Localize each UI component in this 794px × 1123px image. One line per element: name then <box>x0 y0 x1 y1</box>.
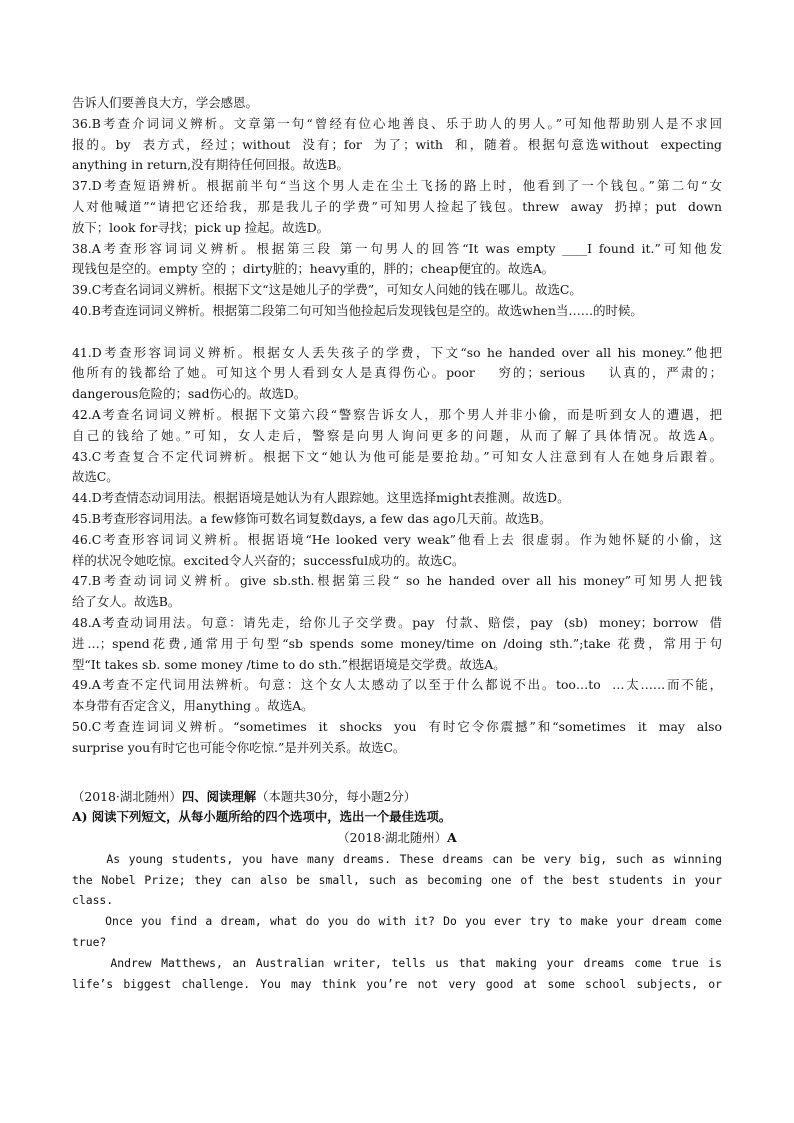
text-line: anything in return,没有期待任何回报。故选B。 <box>72 157 349 173</box>
text-line: 48.A考查动词用法。句意：请先走，给你儿子交学费。pay 付款、赔偿，pay (sb) money；borrow 借 <box>72 614 722 630</box>
text-line: 自己的钱给了她。”可知，女人走后，警察是向男人询问更多的问题，从而了解了具体情况。故选A。 <box>72 427 722 443</box>
text-line: 38.A考查形容词词义辨析。根据第三段 第一句男人的回答“It was empty ____I found it.”可知他发 <box>72 240 722 256</box>
text-line: 41.D考查形容词词义辨析。根据女人丢失孩子的学费，下文“so he handed over all his money.”他把 <box>72 344 722 360</box>
passage-line: Andrew Matthews, an Australian writer, tells us that making your dreams come true is <box>72 955 722 970</box>
section-note: （本题共30分，每小题2分） <box>256 788 417 804</box>
text-line: 39.C考查名词词义辨析。根据下文“这是她儿子的学费”，可知女人问她的钱在哪儿。故选C。 <box>72 282 582 298</box>
text-line: 45.B考查形容词用法。a few修饰可数名词复数days, a few das ago几天前。故选B。 <box>72 510 552 526</box>
text-line: 37.D考查短语辨析。根据前半句“当这个男人走在尘土飞扬的路上时，他看到了一个钱包。”第二句“女 <box>72 178 722 194</box>
blank-line <box>72 759 722 787</box>
text-line: 进…；spend花费,通常用于句型“sb spends some money/time on /doing sth.”;take 花费，常用于句 <box>72 635 722 651</box>
text-line: 40.B考查连词词义辨析。根据第二段第二句可知当他捡起后发现钱包是空的。故选when当……的时候。 <box>72 302 643 318</box>
reading-passage <box>72 849 722 995</box>
passage-line: Once you find a dream, what do you do with it? Do you ever try to make your dream come <box>72 914 722 929</box>
section-instruction: A) 阅读下列短文，从每小题所给的四个选项中，选出一个最佳选项。 <box>72 809 452 825</box>
text-line: 42.A考查名词词义辨析。根据下文第六段“警察告诉女人，那个男人并非小偷，而是听到女人的遭遇，把 <box>72 406 722 422</box>
blank-line <box>72 322 722 343</box>
passage-line: class. <box>72 893 114 908</box>
text-line: 现钱包是空的。empty 空的 ；dirty脏的；heavy重的，胖的；cheap便宜的。故选A。 <box>72 261 555 277</box>
text-line: 型“It takes sb. some money /time to do sth.”根据语境是交学费。故选A。 <box>72 656 506 672</box>
text-line: 告诉人们要善良大方，学会感恩。 <box>72 95 258 110</box>
text-line: 报的。by 表方式，经过；without 没有；for 为了；with 和，随着。根据句意选without expecting <box>72 136 722 152</box>
text-line: 本身带有否定含义，用anything 。故选A。 <box>72 698 314 714</box>
text-line: dangerous危险的；sad伤心的。故选D。 <box>72 386 307 402</box>
passage-line: the Nobel Prize; they can also be small, such as becoming one of the best students in your <box>72 872 722 887</box>
explanations-part-2 <box>72 343 722 759</box>
text-line: 他所有的钱都给了她。可知这个男人看到女人是真得伤心。poor 穷的；serious 认真的，严肃的； <box>72 365 722 381</box>
passage-line: life’s biggest challenge. You may think you’re not very good at some school subjects, or <box>72 976 722 991</box>
text-line: 49.A考查不定代词用法辨析。句意：这个女人太感动了以至于什么都说不出。too…to …太……而不能， <box>72 677 722 693</box>
text-line: 人对他喊道”“请把它还给我，那是我儿子的学费”可知男人捡起了钱包。threw away 扔掉；put down <box>72 198 722 214</box>
text-line: 47.B考查动词词义辨析。give sb.sth.根据第三段“ so he handed over all his money”可知男人把钱 <box>72 573 722 589</box>
text-line: 50.C考查连词词义辨析。“sometimes it shocks you 有时它令你震撼”和“sometimes it may also <box>72 718 722 734</box>
text-line: 给了女人。故选B。 <box>72 594 181 610</box>
text-line: 36.B考查介词词义辨析。文章第一句“曾经有位心地善良、乐于助人的男人。”可知他帮助别人是不求回 <box>72 115 722 131</box>
passage-line: true? <box>72 935 107 950</box>
explanations-part-1 <box>72 93 722 322</box>
text-line: 放下；look for寻找；pick up 捡起。故选D。 <box>72 219 330 235</box>
text-line: 43.C考查复合不定代词辨析。根据下文“她认为他可能是要抢劫。”可知女人注意到有人在她身后跟着。 <box>72 448 722 464</box>
text-line: surprise you有时它也可能令你吃惊.”是并列关系。故选C。 <box>72 739 406 755</box>
text-line: 样的状况令她吃惊。excited令人兴奋的；successful成功的。故选C。 <box>72 552 465 568</box>
text-line: 44.D考查情态动词用法。根据语境是她认为有人跟踪她。这里选择might表推测。故选D。 <box>72 490 570 506</box>
section-heading <box>72 787 722 808</box>
text-line: 故选C。 <box>72 469 119 485</box>
passage-label: A <box>447 830 457 846</box>
passage-heading <box>72 828 722 849</box>
text-line: 46.C考查形容词词义辨析。根据语境“He looked very weak”他看上去 很虚弱。作为她怀疑的小偷，这 <box>72 531 722 547</box>
section-title: 四、阅读理解 <box>181 788 257 804</box>
passage-line: As young students, you have many dreams. These dreams can be very big, such as winning <box>72 851 722 866</box>
passage-source: （2018·湖北随州） <box>337 830 448 846</box>
section-source: （2018·湖北随州） <box>72 788 182 804</box>
document-page <box>72 93 722 994</box>
